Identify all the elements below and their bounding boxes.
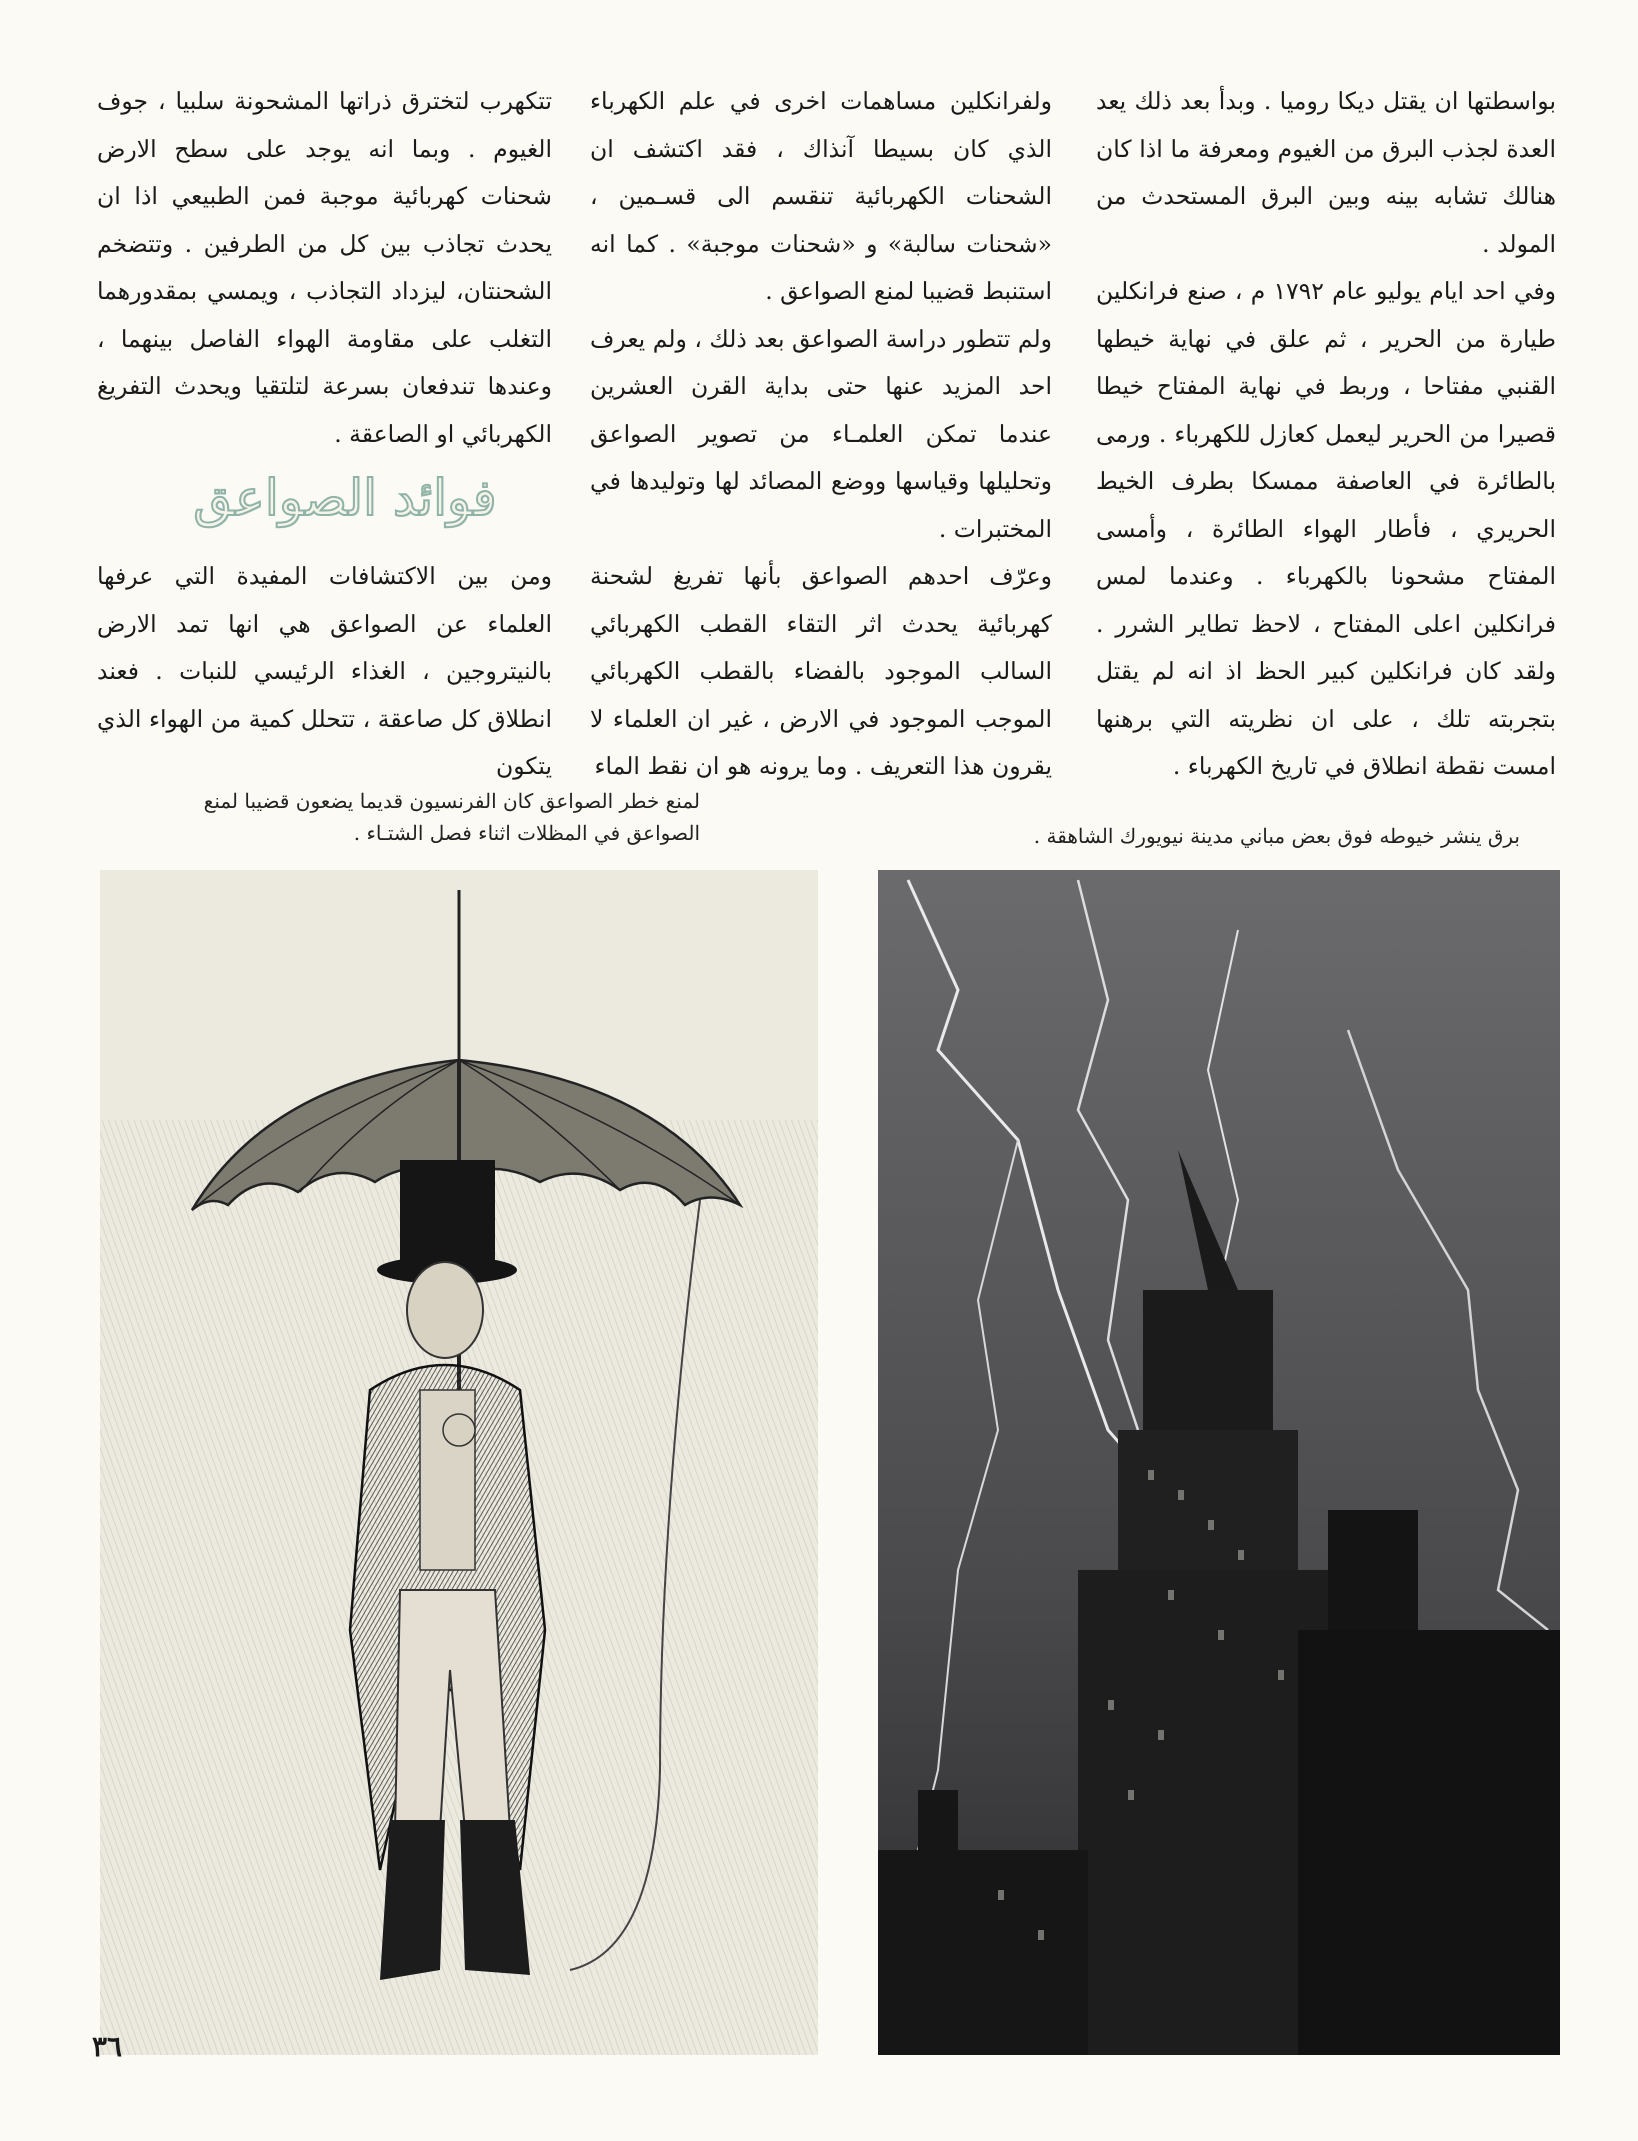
- lightning-photo: [878, 870, 1560, 2055]
- text-column-left: [97, 78, 552, 458]
- umbrella-man-illustration: [100, 870, 818, 2055]
- text-column-left-lower: [97, 553, 552, 791]
- lightning-skyline-photo: [878, 870, 1560, 2055]
- text-column-right: [1096, 78, 1556, 791]
- paragraph: ومن بين الاكتشافات المفيدة التي عرفها العلماء عن الصواعق هي انها تمد الارض بالنيتروجين ، الغذاء الرئيسي للنبات . فعند انطلاق كل صاعقة ، تتحلل كمية من الهواء الذي يتكون: [97, 562, 552, 780]
- page-number: ٣٦: [92, 2030, 123, 2063]
- paragraph: وفي احد ايام يوليو عام ١٧٩٢ م ، صنع فرانكلين طيارة من الحرير ، ثم علق في نهاية خيطها القنبي مفتاحا ، وربط في نهاية المفتاح خيطا قصيرا من الحرير ليعمل كعازل للكهرباء . ورمى بالطائرة في العاصفة ممسكا بطرف الخيط الحريري ، فأطار الهواء الطائرة ، وأمسى المفتاح مشحونا بالكهرباء . وعندما لمس فرانكلين اعلى المفتاح ، لاحظ تطاير الشرر . ولقد كان فرانكلين كبير الحظ اذ انه لم يقتل بتجربته تلك ، على ان نظريته التي برهنها امست نقطة انطلاق في تاريخ الكهرباء .: [1096, 277, 1556, 780]
- caption-engraving: لمنع خطر الصواعق كان الفرنسيون قديما يضعون قضيبا لمنع الصواعق في المظلات اثناء فصل الشتـاء .: [203, 789, 700, 845]
- engraving-illustration: [100, 870, 818, 2055]
- text-column-middle: [590, 78, 1052, 791]
- paragraph: بواسطتها ان يقتل ديكا روميا . وبدأ بعد ذلك يعد العدة لجذب البرق من الغيوم ومعرفة ما اذا كان هنالك تشابه بينه وبين البرق المستحدث من المولد .: [1096, 87, 1556, 258]
- caption-photo: برق ينشر خيوطه فوق بعض مباني مدينة نيويورك الشاهقة .: [1033, 824, 1520, 848]
- paragraph: تتكهرب لتخترق ذراتها المشحونة سلبيا ، جوف الغيوم . وبما انه يوجد على سطح الارض شحنات كهربائية موجبة فمن الطبيعي اذا ان يحدث تجاذب بين كل من الطرفين . وتتضخم الشحنتان، ليزداد التجاذب ، ويمسي بمقدورهما التغلب على مقاومة الهواء الفاصل بينهما ، وعندها تندفعان بسرعة لتلتقيا ويحدث التفريغ الكهربائي او الصاعقة .: [97, 87, 552, 448]
- paragraph: ولم تتطور دراسة الصواعق بعد ذلك ، ولم يعرف احد المزيد عنها حتى بداية القرن العشرين عندما تمكن العلمـاء من تصوير الصواعق وتحليلها وقياسها ووضع المصائد لها وتوليدها في المختبرات .: [590, 324, 1052, 543]
- paragraph: ولفرانكلين مساهمات اخرى في علم الكهرباء الذي كان بسيطا آنذاك ، فقد اكتشف ان الشحنات الكهربائية تنقسم الى قسـمين ، «شحنات سالبة» و «شحنات موجبة» . كما انه استنبط قضيبا لمنع الصواعق .: [590, 87, 1052, 305]
- paragraph: وعرّف احدهم الصواعق بأنها تفريغ لشحنة كهربائية يحدث اثر التقاء القطب الكهربائي السالب الموجود بالفضاء بالقطب الكهربائي الموجب الموجود في الارض ، غير ان العلماء لا يقرون هذا التعريف . وما يرونه هو ان نقط الماء: [590, 562, 1052, 780]
- section-heading: فوائد الصواعق: [193, 469, 497, 527]
